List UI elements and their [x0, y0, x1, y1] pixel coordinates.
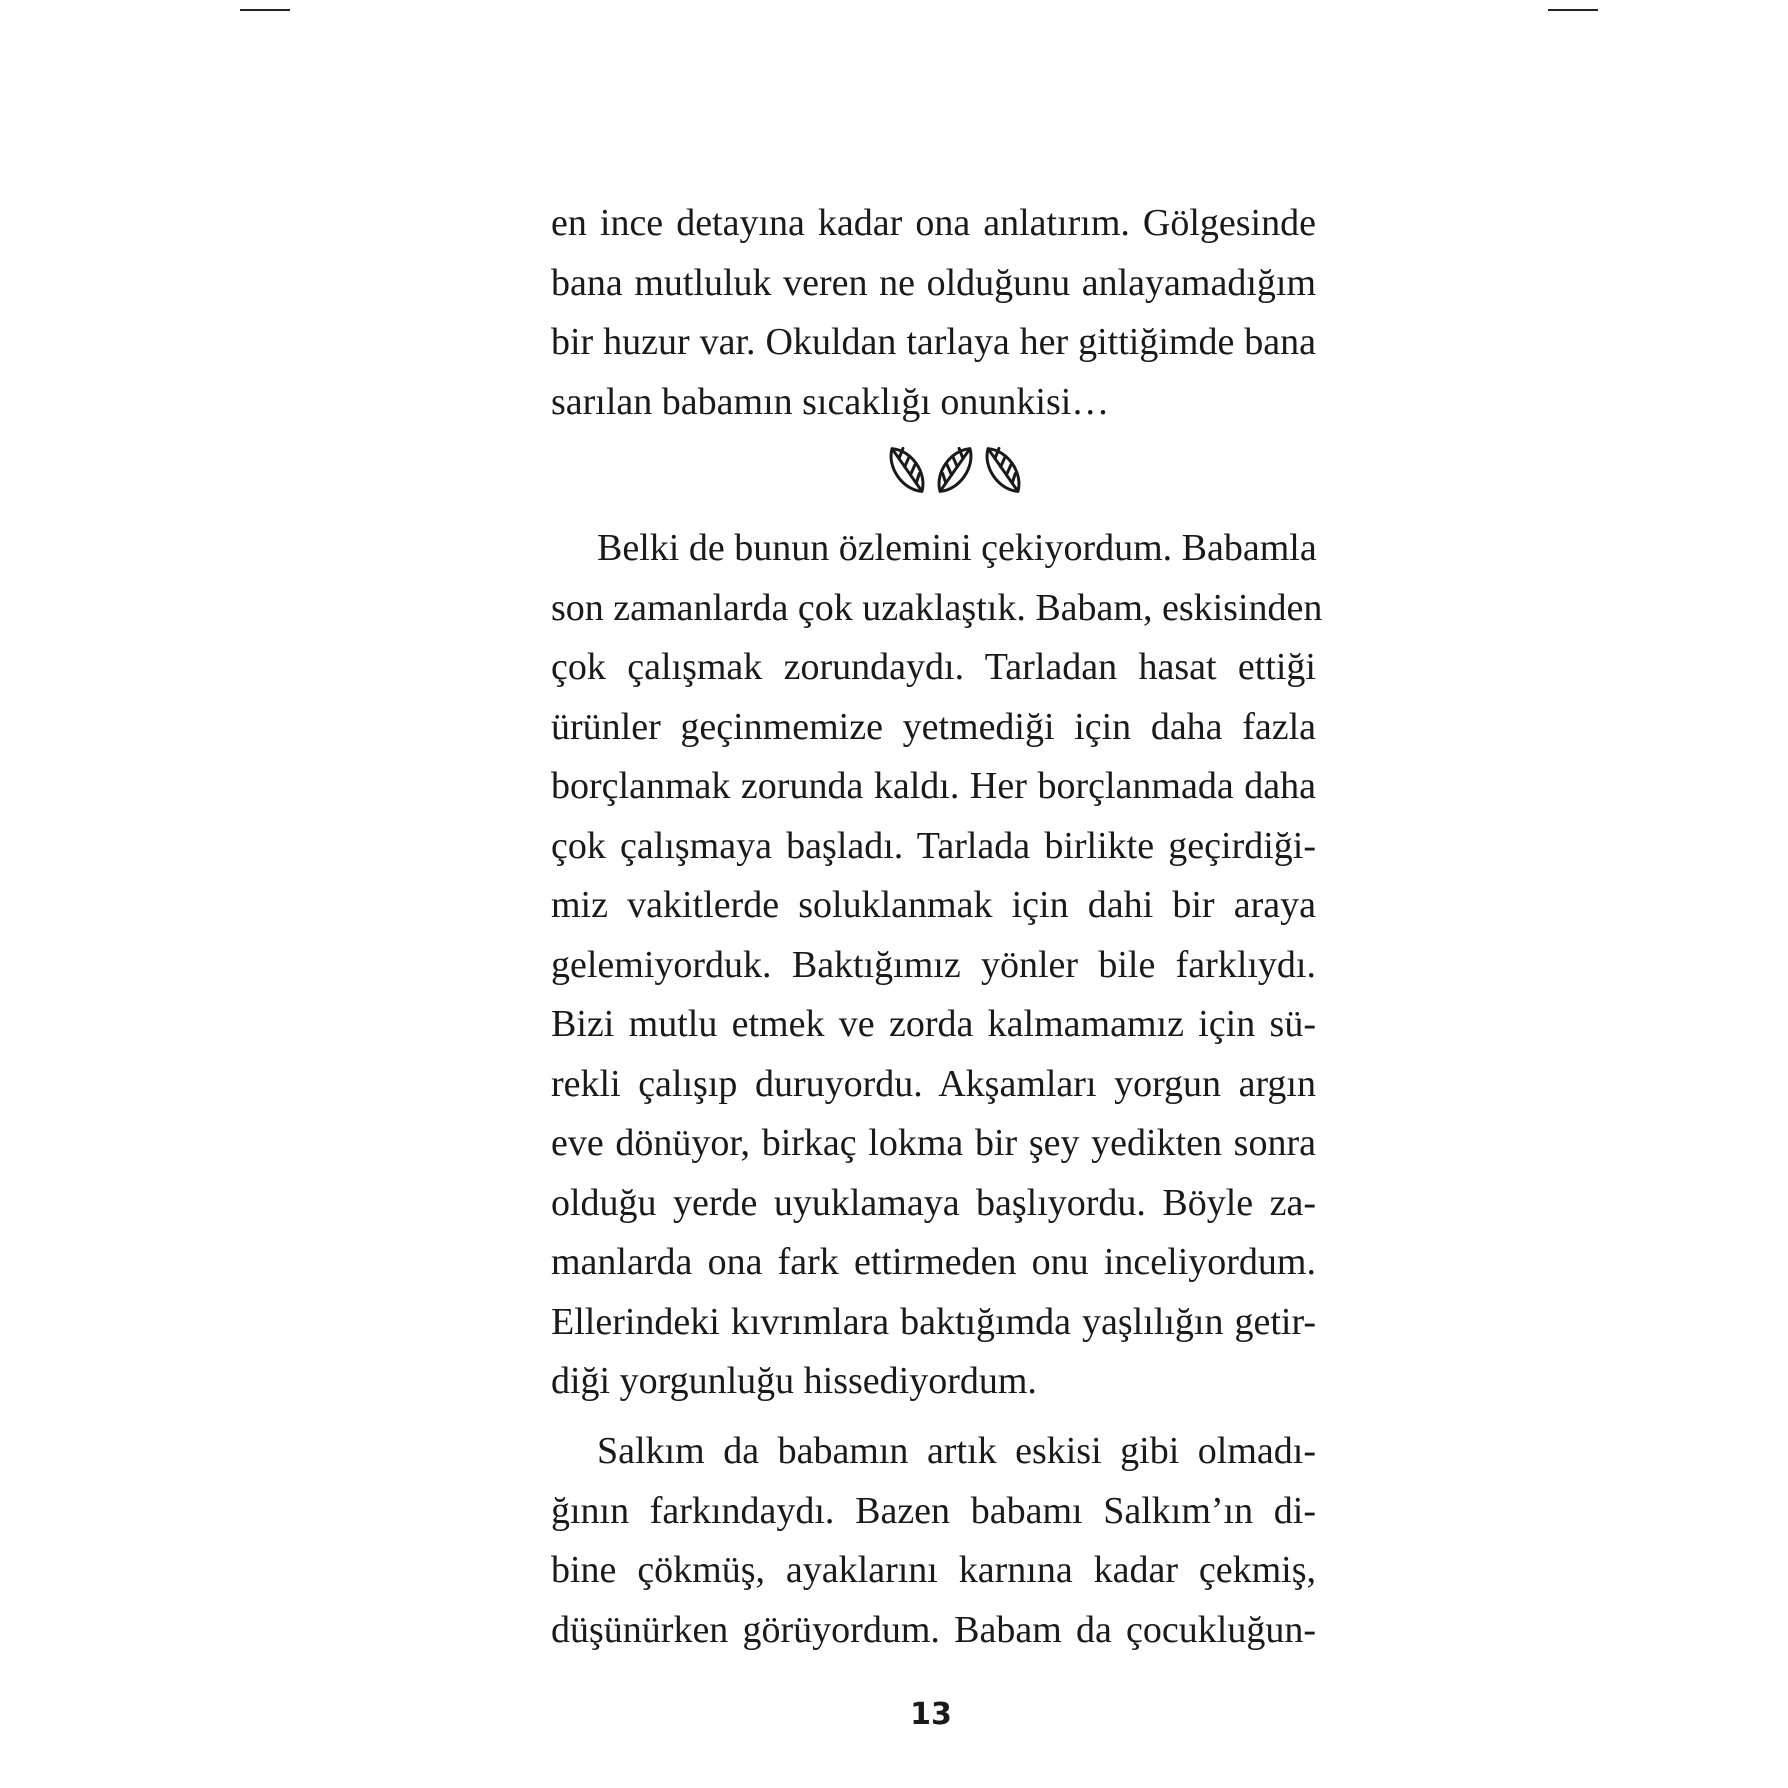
crop-mark-right [1548, 9, 1598, 11]
text-line: bine çökmüş, ayaklarını karnına kadar çekmiş, [551, 1549, 1316, 1591]
paragraph-2 [551, 519, 1323, 1412]
text-line: Belki de bunun özlemini çekiyordum. Babamla [597, 527, 1317, 569]
text-line: olduğu yerde uyuklamaya başlıyordu. Böyle za- [551, 1181, 1316, 1224]
page-number: 13 [910, 1697, 952, 1732]
text-line: bana mutluluk veren ne olduğunu anlayamadığım [551, 261, 1316, 304]
paragraph-1 [551, 194, 1316, 432]
text-line: düşünürken görüyordum. Babam da çocukluğun- [551, 1608, 1316, 1651]
text-line: sarılan babamın sıcaklığı onunkisi… [551, 380, 1110, 423]
leaf-middle-icon [931, 442, 979, 498]
paragraph-3 [551, 1422, 1316, 1660]
leaf-right-icon [979, 442, 1027, 498]
text-line: eve dönüyor, birkaç lokma bir şey yedikten sonra [551, 1122, 1316, 1164]
text-line: Ellerindeki kıvrımlara baktığımda yaşlılığın getir- [551, 1300, 1316, 1343]
text-line: en ince detayına kadar ona anlatırım. Gölgesinde [551, 202, 1316, 244]
text-line: miz vakitlerde soluklanmak için dahi bir araya [551, 884, 1316, 926]
three-leaves-icon [883, 440, 1028, 500]
text-line: rekli çalışıp duruyordu. Akşamları yorgun argın [551, 1062, 1316, 1105]
text-line: çok çalışmak zorundaydı. Tarladan hasat ettiği [551, 646, 1316, 688]
text-line: son zamanlarda çok uzaklaştık. Babam, eskisinden [551, 586, 1323, 629]
text-line: borçlanmak zorunda kaldı. Her borçlanmada daha [551, 765, 1316, 807]
text-line: ğının farkındaydı. Bazen babamı Salkım’ın di- [551, 1489, 1316, 1532]
text-line: Bizi mutlu etmek ve zorda kalmamamız için sü- [551, 1003, 1316, 1045]
text-line: ürünler geçinmemize yetmediği için daha fazla [551, 705, 1316, 748]
text-line: diği yorgunluğu hissediyordum. [551, 1360, 1037, 1402]
text-line: gelemiyorduk. Baktığımız yönler bile farklıydı. [551, 943, 1316, 986]
text-line: çok çalışmaya başladı. Tarlada birlikte geçirdiği- [551, 824, 1316, 867]
text-line: bir huzur var. Okuldan tarlaya her gittiğimde bana [551, 321, 1316, 363]
leaf-left-icon [883, 442, 931, 498]
text-line: manlarda ona fark ettirmeden onu inceliyordum. [551, 1241, 1316, 1283]
text-line: Salkım da babamın artık eskisi gibi olmadı- [597, 1430, 1316, 1472]
crop-mark-left [240, 9, 290, 11]
